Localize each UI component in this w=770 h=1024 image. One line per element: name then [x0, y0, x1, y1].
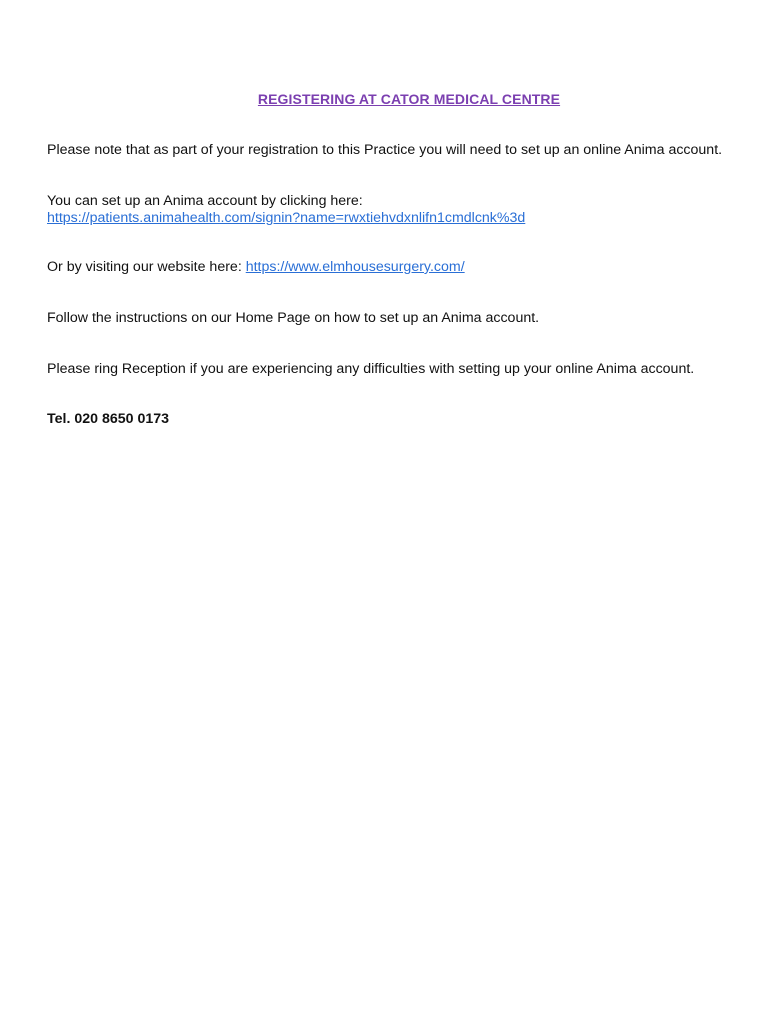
anima-signup-text: You can set up an Anima account by clicking here:: [47, 193, 363, 209]
document-title: REGISTERING AT CATOR MEDICAL CENTRE: [257, 91, 561, 107]
anima-signin-link[interactable]: https://patients.animahealth.com/signin?name=rwxtiehvdxnlifn1cmdlcnk%3d: [47, 210, 526, 226]
reception-paragraph: Please ring Reception if you are experiencing any difficulties with setting up your online Anima account.: [47, 361, 695, 377]
website-link[interactable]: https://www.elmhousesurgery.com/: [245, 259, 465, 275]
telephone-number: Tel. 020 8650 0173: [47, 411, 170, 427]
anima-signup-paragraph: [47, 193, 737, 227]
registration-note-paragraph: Please note that as part of your registration to this Practice you will need to set up an online Anima account.: [47, 142, 723, 158]
website-paragraph: [47, 259, 737, 276]
website-text: Or by visiting our website here:: [47, 259, 246, 275]
instructions-paragraph: Follow the instructions on our Home Page on how to set up an Anima account.: [47, 310, 540, 326]
